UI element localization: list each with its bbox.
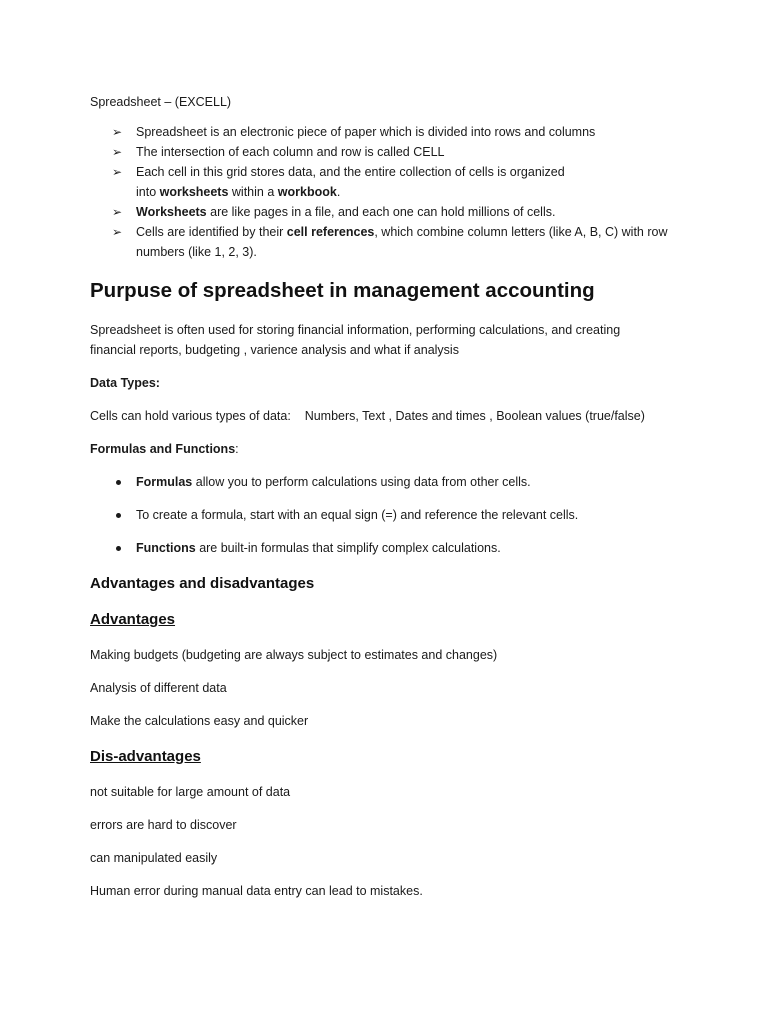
disadvantage-item: Human error during manual data entry can lead to mistakes. (90, 884, 423, 898)
formulas-bullet-list (90, 472, 690, 558)
arrow-bullet-icon: ➢ (112, 225, 123, 239)
list-item: ➢ Worksheets are like pages in a file, and each one can hold millions of cells. (112, 202, 690, 222)
document-body (90, 92, 690, 914)
list-item: To create a formula, start with an equal sign (=) and reference the relevant cells. (114, 505, 690, 525)
purpose-heading: Purpuse of spreadsheet in management accounting (90, 279, 595, 302)
arrow-bullet-icon: ➢ (112, 125, 123, 139)
disadvantage-item: not suitable for large amount of data (90, 785, 291, 799)
bullet-dot-icon (116, 480, 121, 485)
list-item: ➢ The intersection of each column and row is called CELL (112, 142, 690, 162)
purpose-paragraph: Spreadsheet is often used for storing financial information, performing calculations, and creating financial reports, budgeting , varience analysis and what if analysis (90, 323, 621, 357)
list-item: Formulas allow you to perform calculations using data from other cells. (114, 472, 690, 492)
disadvantages-heading: Dis-advantages (90, 748, 201, 765)
intro-bullet-list (90, 122, 690, 262)
advantage-item: Making budgets (budgeting are always subject to estimates and changes) (90, 648, 498, 662)
list-item: ➢ Cells are identified by their cell references, which combine column letters (like A, B, C) with row numbers (like 1, 2, 3). (112, 222, 690, 262)
disadvantage-item: can manipulated easily (90, 851, 218, 865)
disadvantage-item: errors are hard to discover (90, 818, 237, 832)
data-types-label: Data Types: (90, 376, 160, 390)
bullet-dot-icon (116, 546, 121, 551)
document-title: Spreadsheet – (EXCELL) (90, 95, 232, 109)
advantage-item: Analysis of different data (90, 681, 227, 695)
arrow-bullet-icon: ➢ (112, 145, 123, 159)
arrow-bullet-icon: ➢ (112, 205, 123, 219)
formulas-label: Formulas and Functions: (90, 442, 239, 456)
list-item: Functions are built-in formulas that simplify complex calculations. (114, 538, 690, 558)
data-types-text: Cells can hold various types of data: Numbers, Text , Dates and times , Boolean values (true/false) (90, 409, 645, 423)
advantage-item: Make the calculations easy and quicker (90, 714, 309, 728)
adv-disadv-heading: Advantages and disadvantages (90, 575, 315, 592)
list-item: ➢ Each cell in this grid stores data, and the entire collection of cells is organized into worksheets within a workbook. (112, 162, 690, 202)
advantages-heading: Advantages (90, 611, 176, 628)
list-item: ➢ Spreadsheet is an electronic piece of paper which is divided into rows and columns (112, 122, 690, 142)
bullet-dot-icon (116, 513, 121, 518)
arrow-bullet-icon: ➢ (112, 165, 123, 179)
